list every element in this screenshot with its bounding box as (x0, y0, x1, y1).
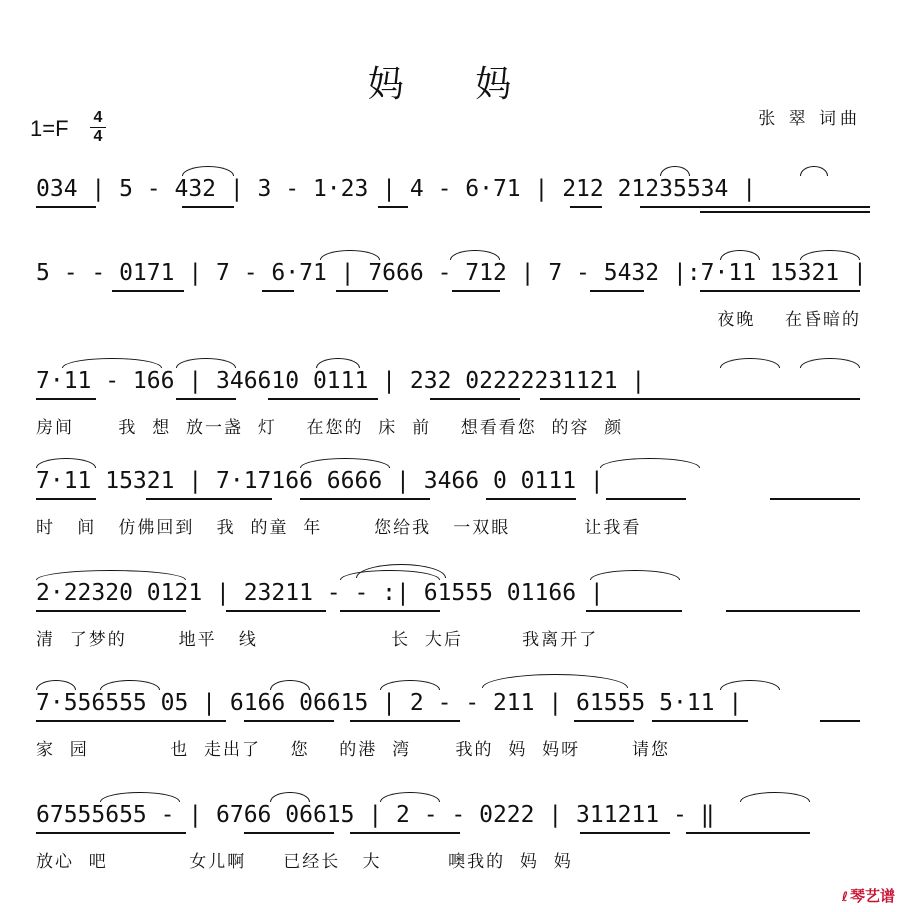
notes-line: 034 | 5 - 432 | 3 - 1·23 | 4 - 6·71 | 212 21235534 | (36, 176, 757, 202)
staff-system-2 (0, 232, 909, 342)
meter-bottom: 4 (93, 128, 103, 145)
notes-line: 7·556555 05 | 6166 06615 | 2 - - 211 | 61555 5·11 | (36, 690, 743, 716)
notes-line: 7·11 15321 | 7·17166 6666 | 3466 0 0111 | (36, 468, 604, 494)
staff-system-7 (0, 774, 909, 884)
author-credit: 张 翠 词曲 (758, 109, 861, 129)
lyrics-line: 家 园 也 走出了 您 的港 湾 我的 妈 妈呀 请您 (36, 740, 670, 760)
notes-line: 5 - - 0171 | 7 - 6·71 | 7666 - 712 | 7 - 5432 |:7·11 15321 | (36, 260, 867, 286)
staff-system-4 (0, 440, 909, 550)
staff-system-3 (0, 340, 909, 450)
logo-text: 琴艺谱 (849, 887, 895, 905)
site-logo (842, 885, 895, 906)
lyrics-line: 夜晚 在昏暗的 (717, 310, 861, 330)
staff-system-5 (0, 552, 909, 662)
key-signature: 1=F (30, 116, 69, 141)
notes-line: 7·11 - 166 | 346610 0111 | 232 02222231121 | (36, 368, 646, 394)
lyrics-line: 时 间 仿佛回到 我 的童 年 您给我 一双眼 让我看 (36, 518, 642, 538)
time-signature (90, 110, 106, 145)
notes-line: 2·22320 0121 | 23211 - - :| 61555 01166 | (36, 580, 604, 606)
meter-top: 4 (93, 109, 103, 126)
logo-icon: ℓ (841, 890, 848, 905)
lyrics-line: 房间 我 想 放一盏 灯 在您的 床 前 想看看您 的容 颜 (36, 418, 624, 438)
notes-line: 67555655 - | 6766 06615 | 2 - - 0222 | 311211 - ‖ (36, 802, 715, 828)
song-title: 妈 妈 (367, 64, 542, 105)
lyrics-line: 放心 吧 女儿啊 已经长 大 噢我的 妈 妈 (36, 852, 573, 872)
staff-system-6 (0, 662, 909, 772)
lyrics-line: 清 了梦的 地平 线 长 大后 我离开了 (36, 630, 599, 650)
